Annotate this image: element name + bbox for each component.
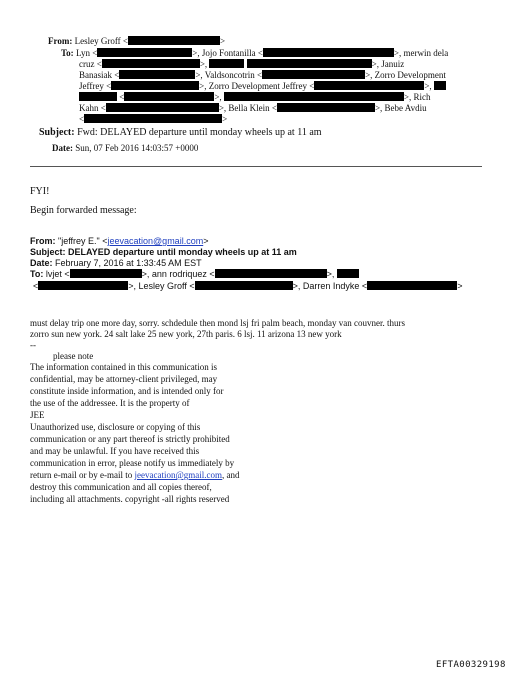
orig-from-label: From:	[48, 36, 73, 46]
orig-subject-value: Fwd: DELAYED departure until monday wheels up at 11 am	[77, 127, 322, 138]
redaction-block	[367, 281, 457, 290]
disclaimer-line: The information contained in this communication is	[30, 362, 217, 372]
redaction-block	[111, 81, 199, 90]
redaction-block	[262, 70, 365, 79]
fwd-subject-row	[30, 247, 297, 257]
redaction-block	[119, 70, 195, 79]
redaction-block	[79, 92, 117, 101]
disclaimer-line: JEE	[30, 410, 45, 420]
disclaimer-line: including all attachments. copyright -all rights reserved	[30, 494, 230, 504]
fwd-from-label: From:	[30, 236, 56, 246]
disclaimer-line: the use of the addressee. It is the property of	[30, 398, 190, 408]
fwd-subject-label: Subject:	[30, 247, 66, 257]
message-line-1: must delay trip one more day, sorry. schdedule then mond lsj fri palm beach, monday van couvner. thurs	[30, 318, 405, 328]
redaction-block	[263, 48, 394, 57]
redaction-block	[84, 114, 222, 123]
redaction-block	[224, 92, 404, 101]
orig-to-row-7: < >	[79, 114, 228, 124]
fwd-to-row-2: < >, Lesley Groff < >, Darren Indyke < >	[33, 281, 463, 291]
orig-to-row-5: < >, >, Rich	[79, 92, 430, 102]
document-id: EFTA00329198	[436, 660, 506, 670]
orig-subject-label: Subject:	[39, 127, 75, 138]
orig-date-value: Sun, 07 Feb 2016 14:03:57 +0000	[75, 143, 199, 153]
header-divider	[30, 166, 482, 167]
redaction-block	[106, 103, 219, 112]
redaction-block	[434, 81, 446, 90]
redaction-block	[247, 59, 372, 68]
redaction-block	[97, 48, 192, 57]
disclaimer-line: constitute inside information, and is intended only for	[30, 386, 224, 396]
fwd-from-row: From: "jeffrey E." <jeevacation@gmail.com>	[30, 236, 209, 246]
orig-from-row: From: Lesley Groff < >	[48, 36, 226, 46]
fwd-from-name: "jeffrey E." <	[58, 236, 108, 246]
orig-date-label: Date:	[52, 143, 73, 153]
redaction-block	[195, 281, 293, 290]
begin-forwarded-text: Begin forwarded message:	[30, 205, 137, 216]
orig-to-row-2: cruz < >, >, Januiz	[79, 59, 405, 69]
redaction-block	[209, 59, 244, 68]
fwd-date-label: Date:	[30, 258, 53, 268]
redaction-block	[277, 103, 375, 112]
orig-subject-row	[39, 127, 322, 138]
orig-to-label: To:	[61, 48, 74, 58]
disclaimer-line: Unauthorized use, disclosure or copying of this	[30, 422, 201, 432]
redaction-block	[70, 269, 142, 278]
fwd-subject-value: DELAYED departure until monday wheels up at 11 am	[68, 247, 297, 257]
orig-to-row-4: Jeffrey < >, Zorro Development Jeffrey < >,	[79, 81, 446, 91]
message-line-2: zorro sun new york. 24 salt lake 25 new york, 27th paris. 6 lsj. 11 arizona 13 new york	[30, 329, 342, 339]
disclaimer-line: confidential, may be attorney-client privileged, may	[30, 374, 218, 384]
fwd-to-label: To:	[30, 269, 44, 279]
signature-separator: --	[30, 340, 36, 350]
redaction-block	[128, 36, 220, 45]
disclaimer-line: communication in error, please notify us immediately by	[30, 458, 235, 468]
please-note-text: please note	[53, 351, 94, 361]
redaction-block	[337, 269, 359, 278]
disclaimer-line: communication or any part thereof is strictly prohibited	[30, 434, 230, 444]
orig-to-row-6: Kahn < >, Bella Klein < >, Bebe Avdiu	[79, 103, 427, 113]
orig-from-name: Lesley Groff <	[74, 36, 128, 46]
disclaimer-link-line: return e-mail or by e-mail to jeevacation@gmail.com, and	[30, 470, 240, 480]
redaction-block	[314, 81, 424, 90]
fwd-from-email-link[interactable]: jeevacation@gmail.com	[107, 236, 204, 246]
orig-to-row-3: Banasiak < >, Valdsoncotrin < >, Zorro Development	[79, 70, 446, 80]
orig-date-row	[52, 143, 198, 153]
redaction-block	[38, 281, 128, 290]
redaction-block	[124, 92, 214, 101]
fwd-to-row-1: To: lvjet < >, ann rodriquez < >,	[30, 269, 359, 279]
fyi-text: FYI!	[30, 186, 50, 197]
fwd-date-value: February 7, 2016 at 1:33:45 AM EST	[55, 258, 202, 268]
orig-to-row-1: To: Lyn < >, Jojo Fontanilla < >, merwin dela	[61, 48, 449, 58]
redaction-block	[102, 59, 200, 68]
fwd-date-row	[30, 258, 202, 268]
disclaimer-line: and may be unlawful. If you have received this	[30, 446, 200, 456]
disclaimer-email-link[interactable]: jeevacation@gmail.com	[134, 470, 222, 480]
redaction-block	[215, 269, 327, 278]
disclaimer-line: destroy this communication and all copies thereof,	[30, 482, 212, 492]
